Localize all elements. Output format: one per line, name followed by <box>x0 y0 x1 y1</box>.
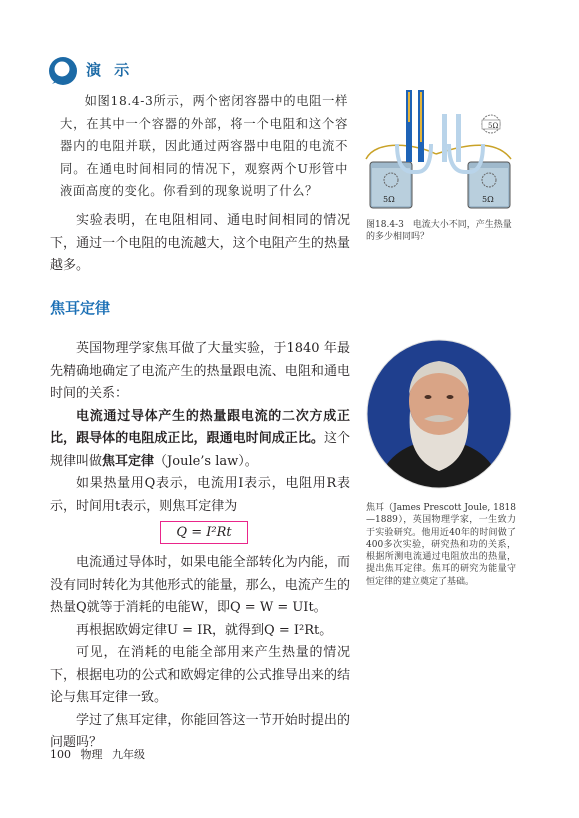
experiment-figure <box>356 84 516 219</box>
figure-caption: 图18.4-3 电流大小不同，产生热量的多少相同吗？ <box>366 220 512 242</box>
demo-paragraph <box>60 90 348 203</box>
demo-text: 如图18.4-3所示，两个密闭容器中的电阻一样大，在其中一个容器的外部，将一个电阻和这个容器内的电阻并联，因此通过两容器中电阻的电流不同。在通电时间相同的情况下，观察两个U形管中液面高度的变化。你看到的现象说明了什么？ <box>60 94 348 198</box>
page-number: 100 <box>50 748 71 761</box>
figure-label-top: 5Ω <box>488 122 499 130</box>
law-after: 这个规律叫做 <box>50 431 350 469</box>
law-name: 焦耳定律 <box>102 453 155 469</box>
question-paragraph: 学过了焦耳定律，你能回答这一节开始时提出的问题吗？ <box>50 712 350 750</box>
variable-paragraph: 如果热量用Q表示，电流用I表示，电阻用R表示，时间用t表示，则焦耳定律为 <box>50 476 350 514</box>
portrait-caption: 焦耳（James Prescott Joule, 1818—1889），英国物理学家，一生致力于实验研究。他用近40年的时间做了400多次实验，研究热和功的关系，根据所测电流通过电阻放出的热量，提出焦耳定律。焦耳的研究为能量守恒定律的建立奠定了基础。 <box>366 503 516 587</box>
magnifier-icon <box>48 56 78 86</box>
joule-portrait <box>366 339 512 489</box>
ohm-paragraph: 再根据欧姆定律U = IR，就得到Q = I²Rt。 <box>76 622 333 638</box>
page-footer <box>50 746 151 762</box>
law-paragraph <box>50 406 350 474</box>
grade-label: 九年级 <box>112 748 145 761</box>
section-title: 焦耳定律 <box>50 299 111 317</box>
energy-paragraph: 电流通过导体时，如果电能全部转化为内能，而没有同时转化为其他形式的能量，那么，电流产生的热量Q就等于消耗的电能W，即Q = W = UIt。 <box>50 555 350 615</box>
intro-paragraph: 英国物理学家焦耳做了大量实验，于1840 年最先精确地确定了电流产生的热量跟电流、电阻和通电时间的关系： <box>50 341 350 401</box>
consistency-paragraph: 可见，在消耗的电能全部用来产生热量的情况下，根据电功的公式和欧姆定律的公式推导出来的结论与焦耳定律一致。 <box>50 645 350 705</box>
joule-law-body <box>50 338 350 755</box>
law-statement: 电流通过导体产生的热量跟电流的二次方成正比，跟导体的电阻成正比，跟通电时间成正比。 <box>50 408 350 446</box>
experiment-conclusion <box>50 210 350 278</box>
demo-heading: 演 示 <box>86 61 134 79</box>
figure-label-left: 5Ω <box>383 195 395 204</box>
subject-label: 物理 <box>80 748 103 761</box>
conclusion-text: 实验表明，在电阻相同、通电时间相同的情况下，通过一个电阻的电流越大，这个电阻产生的热量越多。 <box>50 213 350 273</box>
joule-formula: Q = I²Rt <box>160 521 248 544</box>
law-english: （Joule’s law）。 <box>154 453 258 469</box>
figure-label-right: 5Ω <box>482 195 494 204</box>
